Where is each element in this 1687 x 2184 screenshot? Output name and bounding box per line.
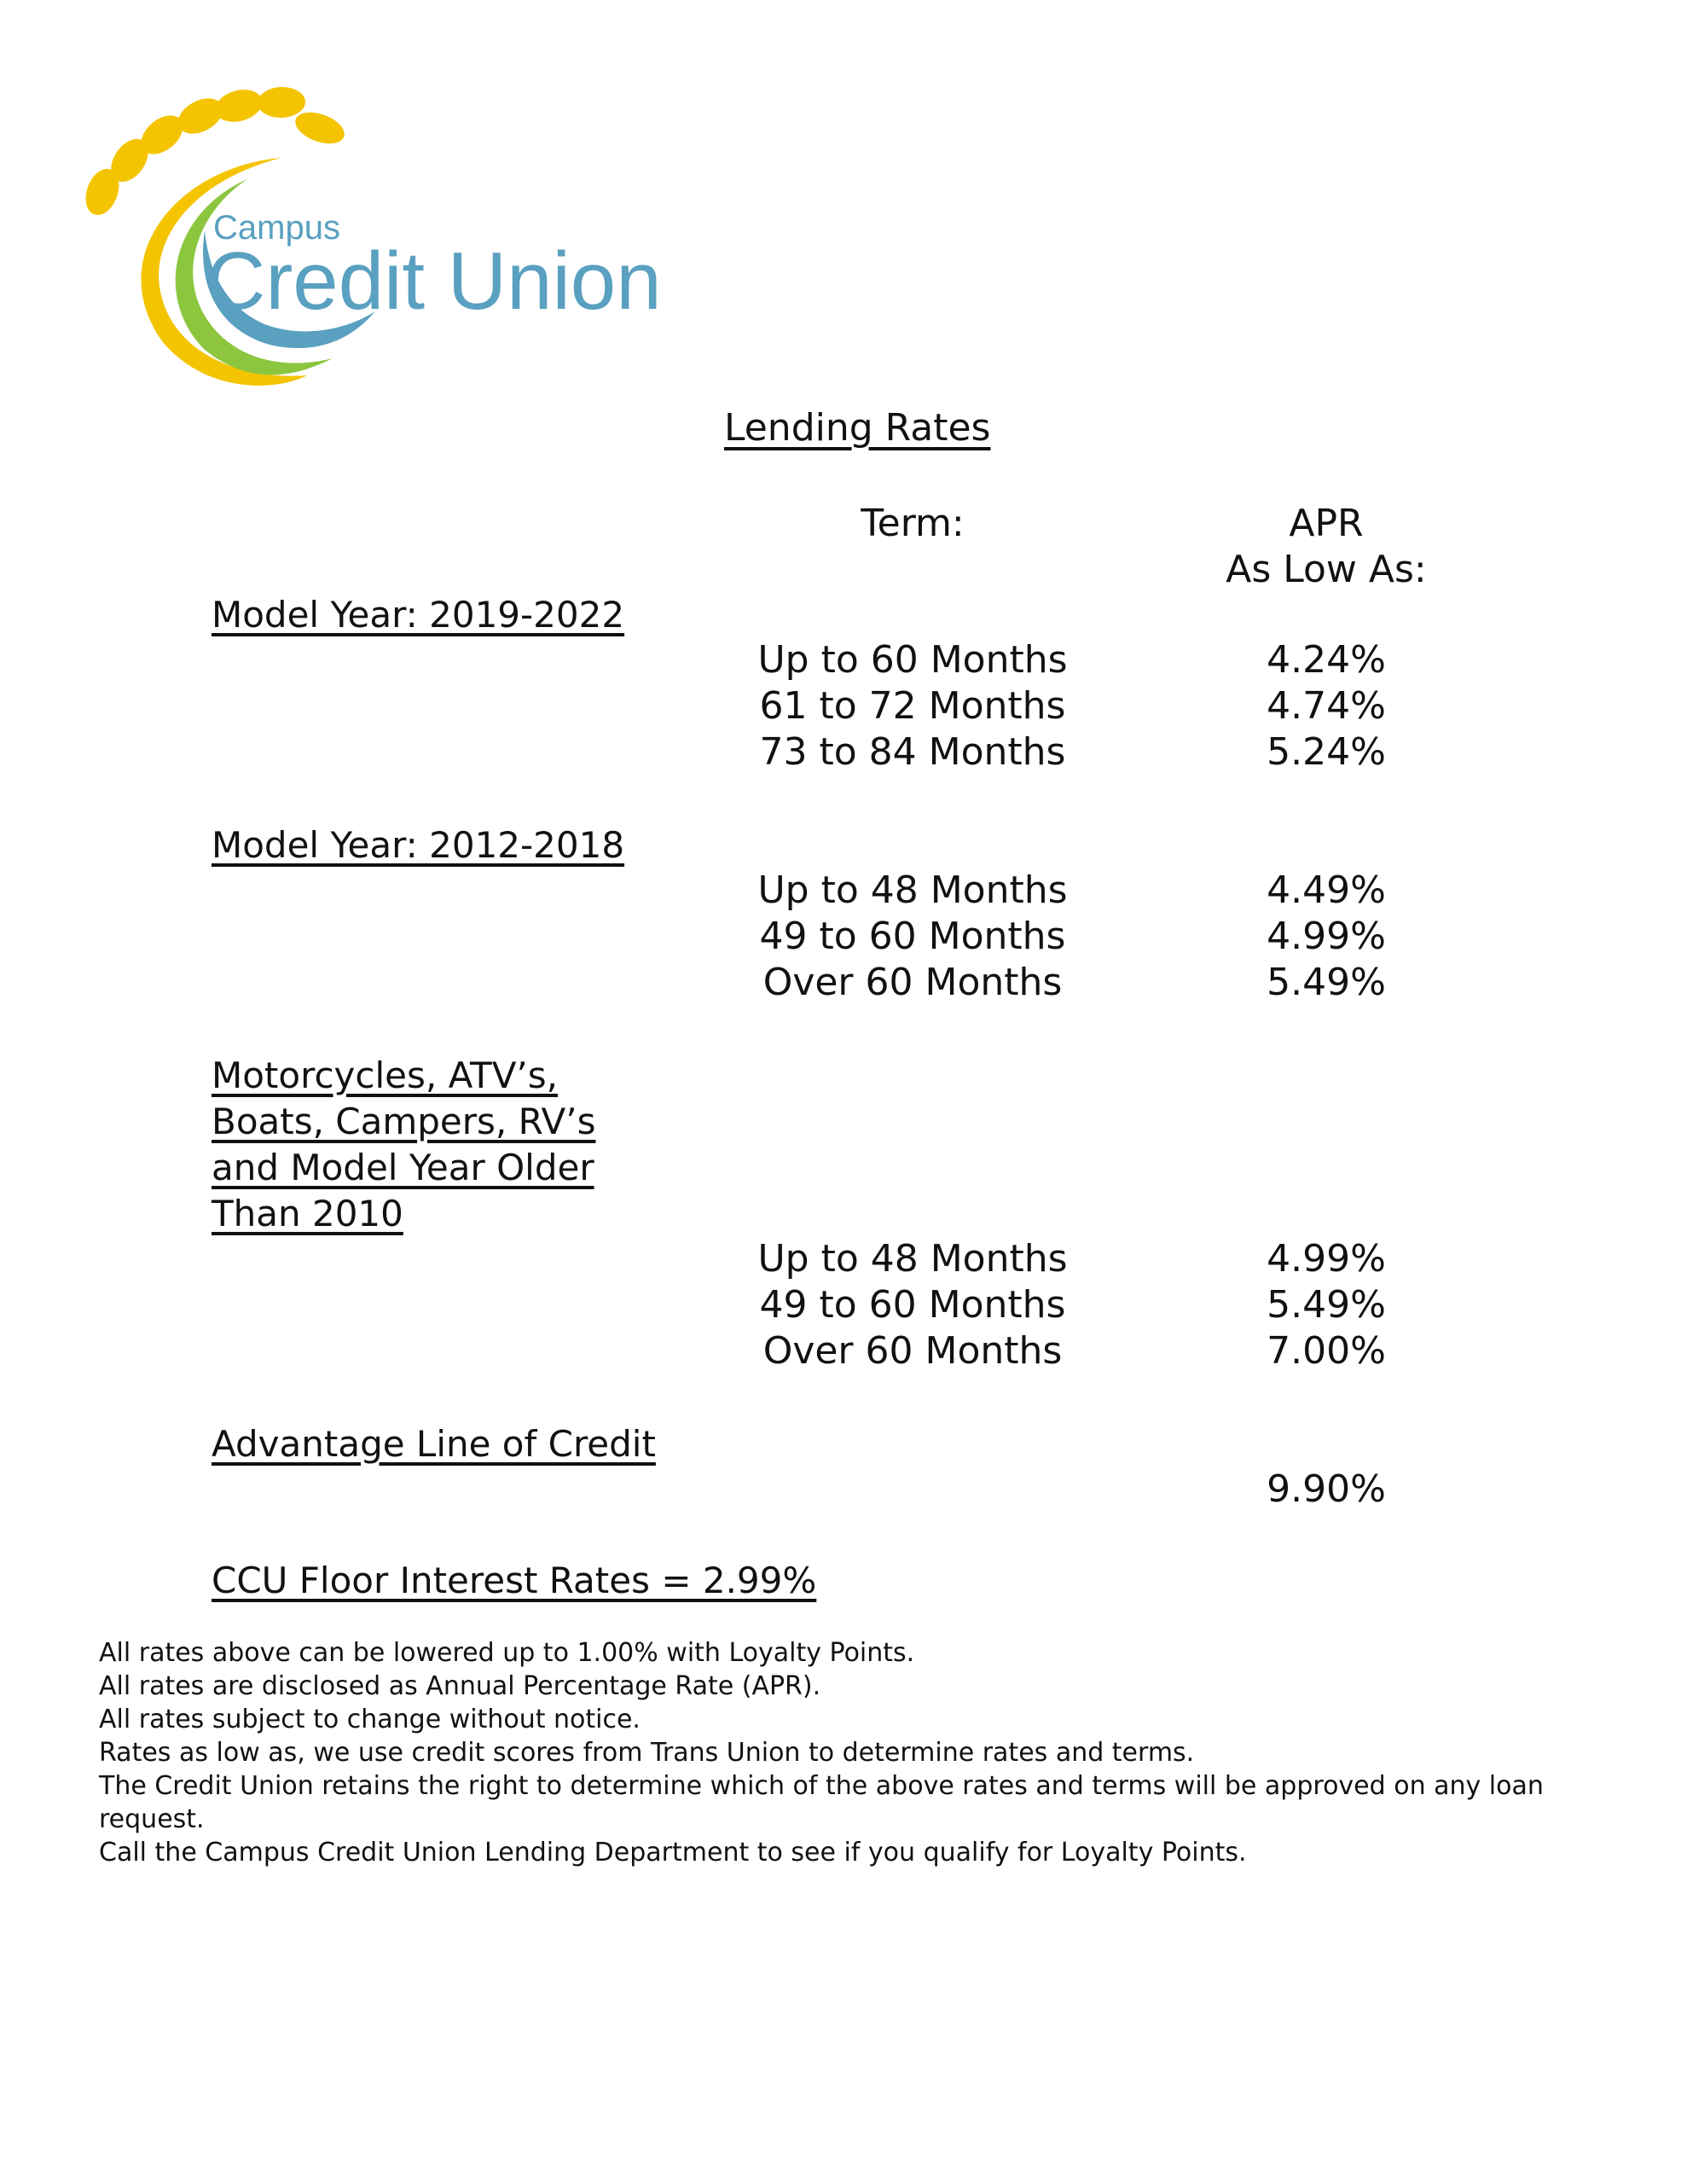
apr-value: 5.24% [1267, 730, 1386, 774]
term-row: Over 60 Months [762, 1329, 1063, 1373]
apr-column-header-line2: As Low As: [1226, 548, 1427, 591]
term-column-header: Term: [861, 502, 965, 545]
apr-value: 4.49% [1267, 868, 1386, 912]
footnote: Rates as low as, we use credit scores from Trans Union to determine rates and terms. [99, 1738, 1195, 1768]
apr-value: 5.49% [1267, 961, 1386, 1004]
page-title: Lending Rates [724, 406, 991, 450]
apr-value: 9.90% [1267, 1467, 1386, 1511]
floor-interest-rate: CCU Floor Interest Rates = 2.99% [212, 1560, 817, 1601]
apr-value: 4.99% [1267, 1237, 1386, 1281]
apr-value: 5.49% [1267, 1283, 1386, 1327]
apr-column-header-line1: APR [1289, 502, 1364, 545]
section-heading-model-year-2012-2018: Model Year: 2012-2018 [212, 824, 625, 866]
apr-value: 4.99% [1267, 915, 1386, 958]
logo-large-text: Credit Union [206, 235, 662, 327]
section-heading-advantage-line-of-credit: Advantage Line of Credit [212, 1423, 656, 1465]
term-row: 73 to 84 Months [759, 730, 1066, 774]
term-row: Up to 48 Months [757, 868, 1068, 912]
term-row: Over 60 Months [762, 961, 1063, 1004]
wheat-leaves-icon [80, 85, 349, 219]
footnote: All rates are disclosed as Annual Percentage Rate (APR). [99, 1671, 821, 1701]
section-heading-model-year-2019-2022: Model Year: 2019-2022 [212, 594, 625, 636]
footnote: All rates subject to change without notice. [99, 1705, 641, 1734]
apr-value: 4.24% [1267, 638, 1386, 682]
term-row: 49 to 60 Months [759, 915, 1066, 958]
section-heading-recreational-line: Than 2010 [212, 1193, 403, 1234]
term-row: 61 to 72 Months [759, 684, 1066, 728]
apr-value: 7.00% [1267, 1329, 1386, 1373]
footnote: Call the Campus Credit Union Lending Department to see if you qualify for Loyalty Points. [99, 1838, 1247, 1867]
term-row: Up to 48 Months [757, 1237, 1068, 1281]
term-row: 49 to 60 Months [759, 1283, 1066, 1327]
term-row: Up to 60 Months [757, 638, 1068, 682]
footnote: The Credit Union retains the right to determine which of the above rates and terms will be approved on any loan request. [99, 1771, 1544, 1834]
section-heading-recreational-line: Boats, Campers, RV’s [212, 1101, 596, 1142]
logo-small-text: Campus [213, 209, 340, 247]
apr-value: 4.74% [1267, 684, 1386, 728]
campus-credit-union-logo [77, 85, 691, 401]
section-heading-recreational-line: and Model Year Older [212, 1147, 594, 1188]
footnotes [99, 1636, 1549, 1869]
section-heading-recreational-line: Motorcycles, ATV’s, [212, 1054, 559, 1096]
footnote: All rates above can be lowered up to 1.00% with Loyalty Points. [99, 1638, 915, 1668]
